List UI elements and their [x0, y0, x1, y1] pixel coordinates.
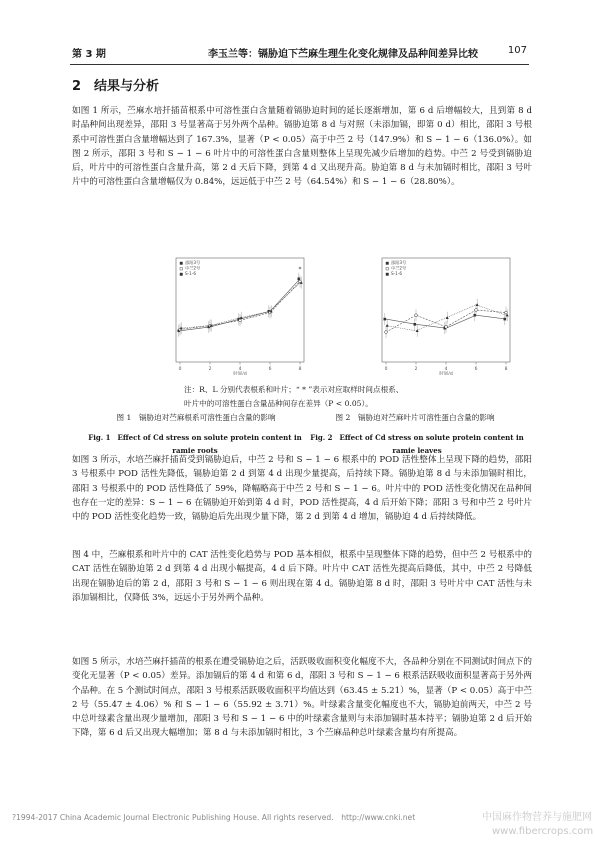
legend-marker [180, 262, 183, 265]
x-tick-label: 0 [384, 367, 388, 372]
data-point [384, 318, 387, 321]
data-point [504, 318, 507, 321]
section-number: 2 [72, 79, 82, 94]
legend-label: 邵阳3号 [185, 260, 201, 265]
figure-2-caption-en: Fig. 2 Effect of Cd stress on solute protein content in ramie leaves [310, 433, 524, 455]
data-point [475, 309, 478, 312]
data-point [474, 314, 477, 317]
figure-1-caption-en: Fig. 1 Effect of Cd stress on solute protein content in ramie roots [88, 433, 302, 455]
figure-1-chart [162, 250, 312, 375]
x-axis-label: 时间/d [439, 372, 453, 375]
paragraph-4: 如图 5 所示，水培苎麻扦插苗的根系在遭受镉胁迫之后，活跃吸收面积变化幅度不大，各品种分别在不同测试时间点下的变化无显著（P < 0.05）差异。添加镉后的第 4 d 和第 6 d，邵阳 3 号和 S − 1 − 6 根系活跃吸收面积显著高于另外两个品种。在 5 个测试时间点，邵阳 3 号根系活跃吸收面积平均值达到（63.45 ± 5.21）%，显著（P < 0.05）高于中苎 2 号（55.47 ± 4.06）% 和 S − 1 − 6（55.92 ± 3.71）%。叶绿素含量变化幅度也不大，镉胁迫前两天，中苎 2 号中总叶绿素含量出现少量增加，邵阳 3 号和 S − 1 − 6 中的叶绿素含量则与未添加镉时基本持平；镉胁迫第 2 d 后开始下降，第 6 d 后又出现大幅增加；第 8 d 与未添加镉时相比，3 个苎麻品种总叶绿素含量均有所提高。 [72, 657, 532, 739]
watermark-url: www.fibercrops.com [492, 826, 594, 837]
copyright-footer: ?1994-2017 China Academic Journal Electronic Publishing House. All rights reserved. http://www.cnki.net [12, 813, 416, 822]
figure-2-caption: 图 2 镉胁迫对苎麻叶片可溶性蛋白含量的影响 [335, 413, 495, 422]
figure-note-line-1: 注：R、L 分别代表根系和叶片；“ * ”表示对应取样时间点根系、 [184, 385, 404, 394]
data-point [385, 331, 388, 334]
legend-label: 中苎2号 [185, 265, 201, 271]
legend-marker [386, 262, 389, 265]
x-tick-label: 4 [444, 367, 448, 372]
significance-star: * [298, 265, 302, 273]
x-tick-label: 8 [504, 367, 508, 372]
figure-1-caption: 图 1 镉胁迫对苎麻根系可溶性蛋白含量的影响 [116, 413, 276, 422]
x-tick-label: 2 [414, 367, 418, 372]
figure-2-svg [368, 250, 518, 375]
section-title: 结果与分析 [94, 79, 160, 94]
legend-label: S-1-6 [185, 271, 197, 276]
paragraph-3: 图 4 中，苎麻根系和叶片中的 CAT 活性变化趋势与 POD 基本相似，根系中呈现整体下降的趋势，但中苎 2 号根系中的 CAT 活性在镉胁迫第 2 d 到第 4 d 出现小幅提高，4 d 后下降。叶片中 CAT 活性先提高后降低，其中，中苎 2 号降低出现在镉胁迫后的第 2 d，邵阳 3 号和 S − 1 − 6 则出现在第 4 d。镉胁迫第 8 d 时，邵阳 3 号叶片中 CAT 活性与未添加镉相比，仅降低 3%，远远小于另外两个品种。 [72, 550, 532, 603]
x-axis-label: 时间/d [233, 372, 247, 375]
legend-marker [180, 268, 183, 271]
x-tick-label: 6 [268, 367, 272, 372]
legend-marker [386, 273, 389, 276]
data-point [505, 311, 508, 314]
x-tick-label: 0 [178, 367, 182, 372]
data-point [415, 314, 418, 317]
paragraph-2: 如图 3 所示，水培苎麻扦插苗受到镉胁迫后，中苎 2 号和 S − 1 − 6 根系中的 POD 活性整体上呈现下降的趋势，邵阳 3 号根系中 POD 活性先降低，镉胁迫第 2 d 到第 4 d 出现少量提高，后持续下降。镉胁迫第 8 d 与未添加镉时相比，邵阳 3 号根系中的 POD 活性降低了 59%，降幅略高于中苎 2 号和 S − 1 − 6。叶片中的 POD 活性变化情况在品种间也存在一定的差异：S − 1 − 6 在镉胁迫开始到第 4 d 时，POD 活性提高，4 d 后开始下降；邵阳 3 号和中苎 2 号叶片中的 POD 活性变化趋势一致，镉胁迫后先出现少量下降，第 2 d 到第 4 d 增加，镉胁迫 4 d 后持续降低。 [72, 455, 532, 523]
section-heading [72, 75, 159, 94]
figure-1-svg [162, 250, 312, 375]
data-point [414, 323, 417, 326]
issue-number: 第 3 期 [72, 49, 106, 60]
page-number: 107 [507, 45, 527, 56]
paragraph-1: 如图 1 所示，苎麻水培扦插苗根系中可溶性蛋白含量随着镉胁迫时间的延长逐渐增加，第 6 d 后增幅较大，且到第 8 d 时品种间出现差异，邵阳 3 号显著高于另外两个品种。镉胁迫第 8 d 与对照（未添加镉，即第 0 d）相比，邵阳 3 号根系中可溶性蛋白含量增幅达到了 167.3%，显著（P < 0.05）高于中苎 2 号（147.9%）和 S − 1 − 6（136.0%）。如图 2 所示，邵阳 3 号和 S − 1 − 6 叶片中的可溶性蛋白含量则整体上呈现先减少后增加的趋势。中苎 2 号受到镉胁迫后，叶片中的可溶性蛋白含量升高，第 2 d 天后下降，到第 4 d 又出现升高。胁迫第 8 d 与未加镉时相比，邵阳 3 号叶片中的可溶性蛋白含量增幅仅为 0.84%，远远低于中苎 2 号（64.54%）和 S − 1 − 6（28.80%）。 [72, 106, 532, 188]
x-tick-label: 8 [298, 367, 302, 372]
data-point [445, 326, 448, 329]
data-point [298, 278, 301, 281]
x-tick-label: 4 [238, 367, 242, 372]
running-title: 李玉兰等：镉胁迫下苎麻生理生化变化规律及品种间差异比较 [208, 49, 478, 60]
data-point [239, 319, 242, 322]
legend-label: 邵阳3号 [391, 260, 407, 265]
legend-marker [386, 268, 389, 271]
x-tick-label: 6 [474, 367, 478, 372]
watermark-cn: 中国麻作物营养与施肥网 [482, 812, 592, 823]
legend-label: S-1-6 [391, 271, 403, 276]
figure-2-chart [368, 250, 518, 375]
figure-note-line-2: 叶片中的可溶性蛋白含量品种间存在差异（P < 0.05）。 [184, 399, 373, 408]
figure-note [184, 383, 484, 411]
legend-marker [180, 273, 183, 276]
x-tick-label: 2 [208, 367, 212, 372]
legend-label: 中苎2号 [391, 265, 407, 271]
running-header [70, 38, 529, 65]
